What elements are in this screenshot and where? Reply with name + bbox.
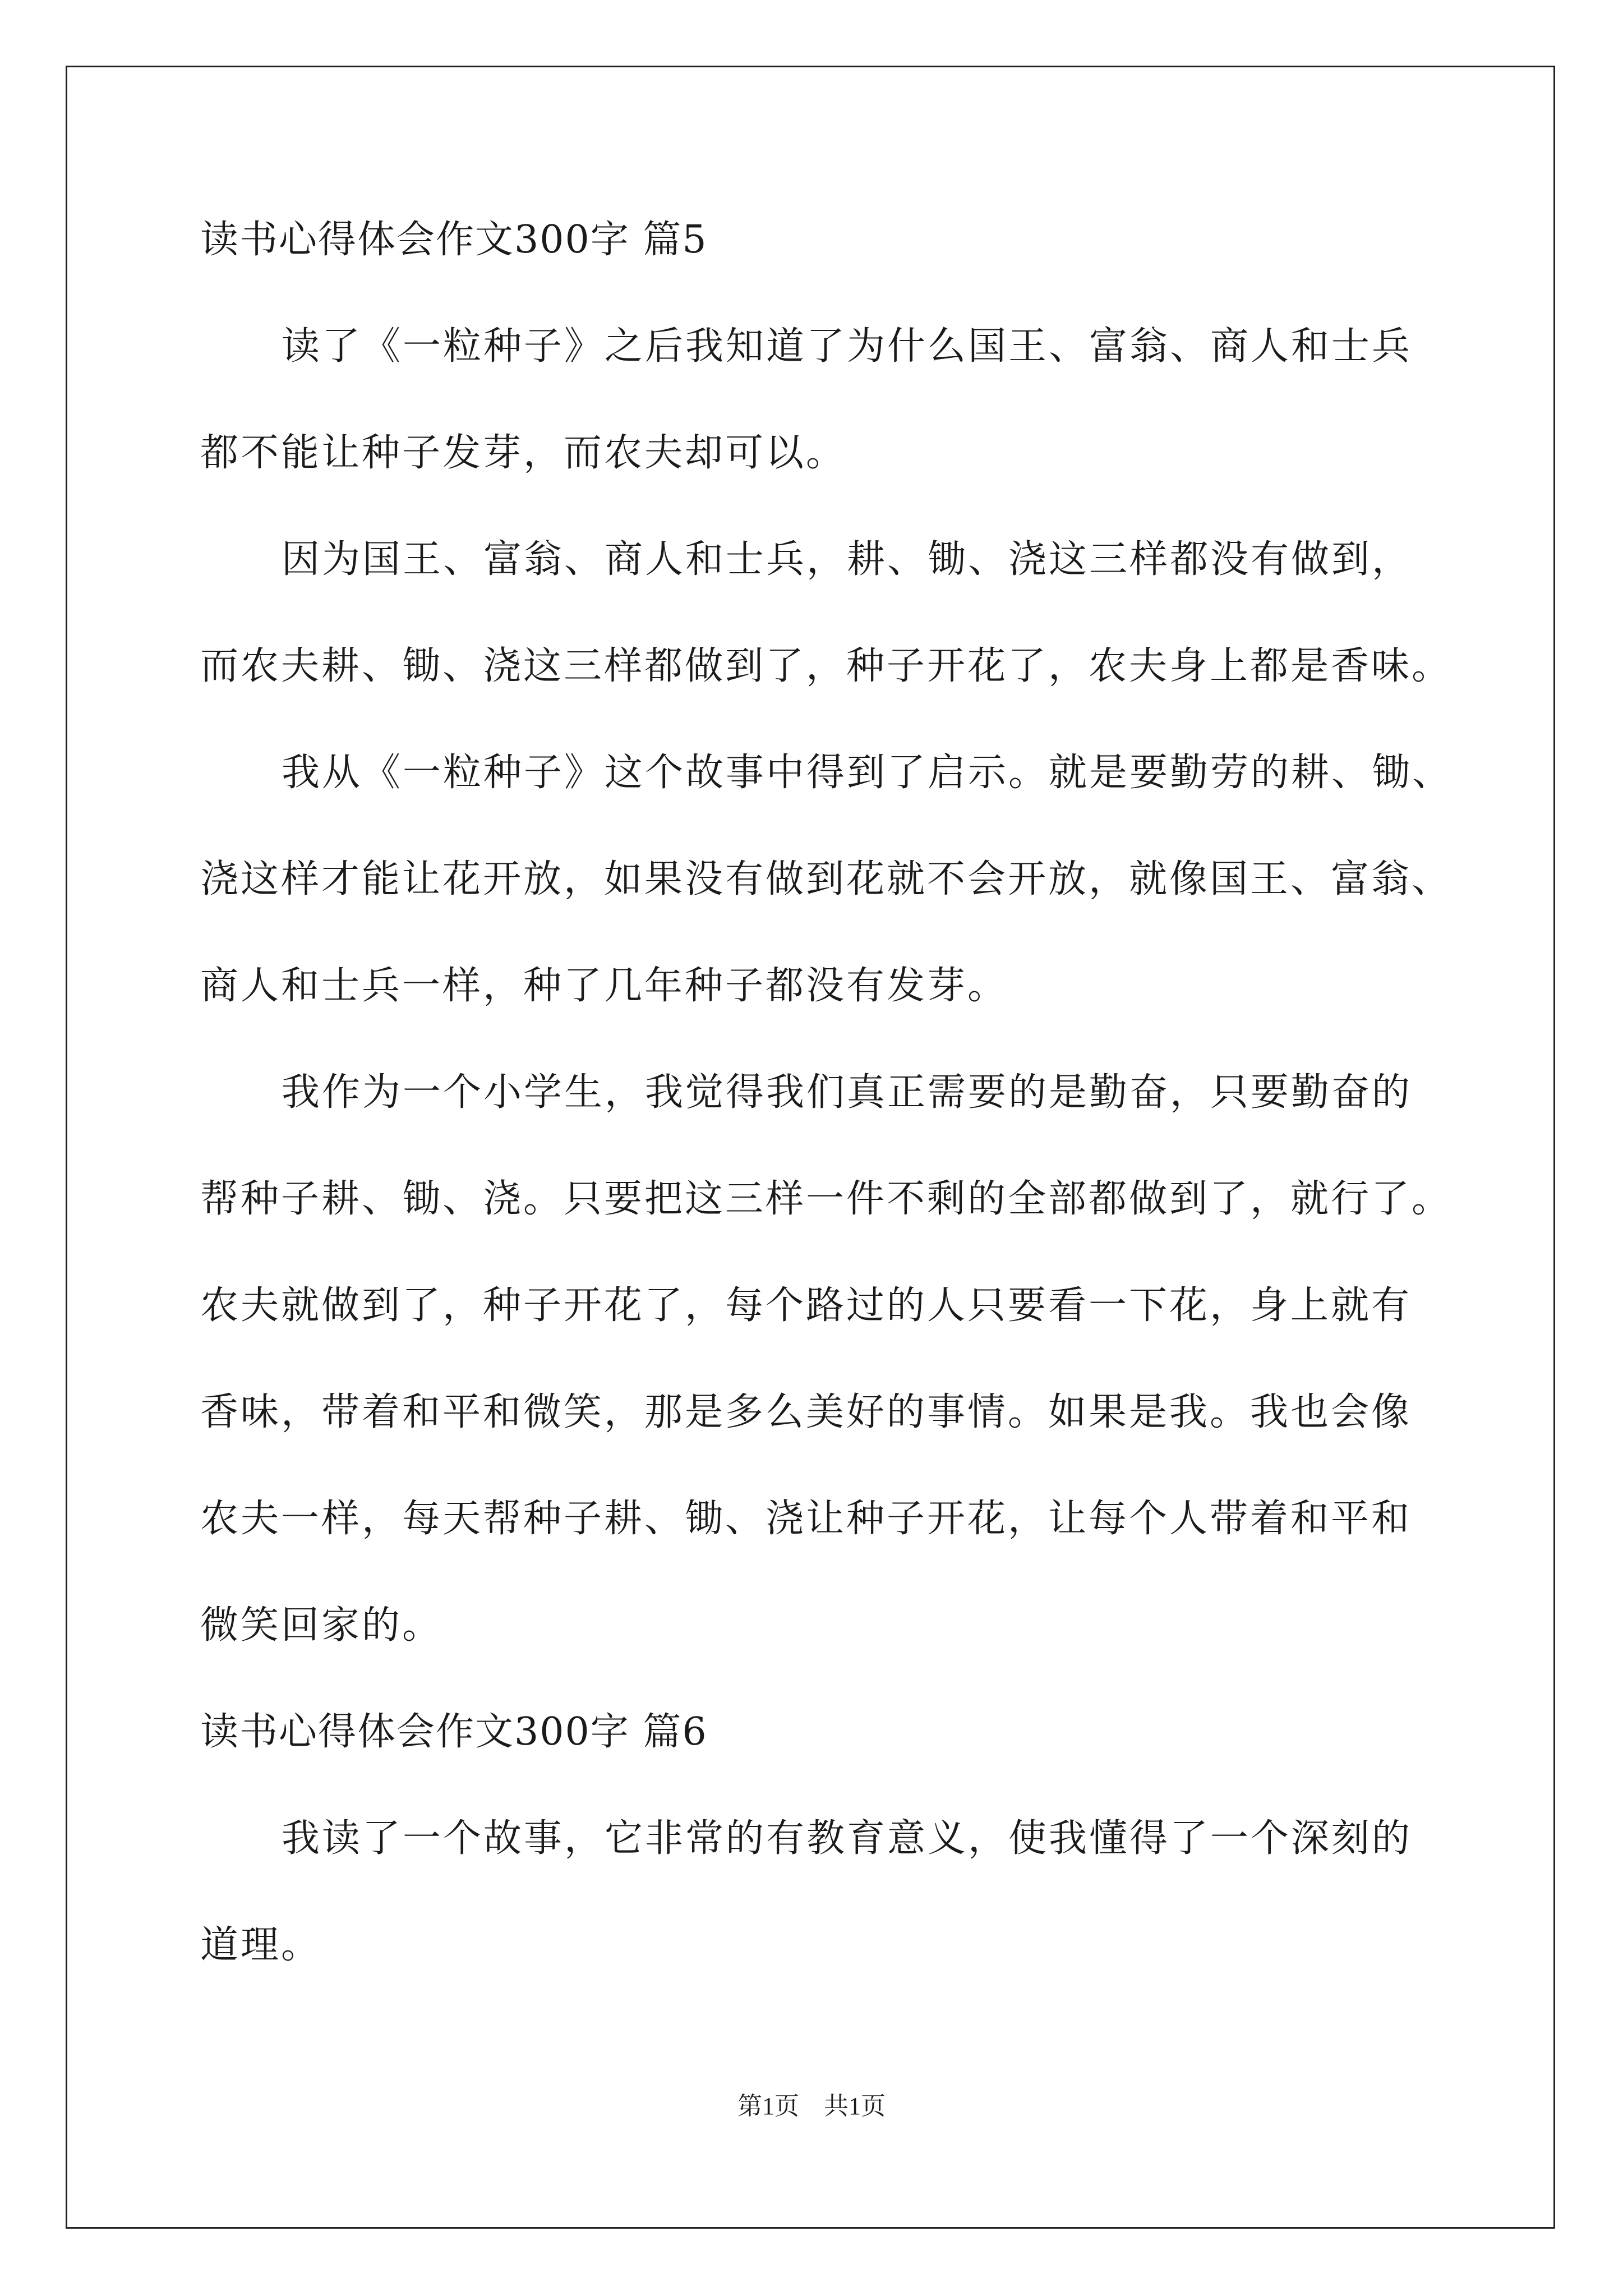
section-5 <box>200 213 1453 1653</box>
paragraph-line: 都不能让种子发芽，而农夫却可以。 <box>200 431 847 475</box>
paragraph <box>200 746 1453 1013</box>
paragraph-line: 商人和士兵一样，种了几年种子都没有发芽。 <box>200 964 1008 1008</box>
paragraph-line: 微笑回家的。 <box>200 1603 443 1648</box>
paragraph-line: 农夫一样，每天帮种子耕、锄、浇让种子开花，让每个人带着和平和 <box>200 1497 1412 1541</box>
section-6 <box>200 1705 1434 1972</box>
paragraph-line: 帮种子耕、锄、浇。只要把这三样一件不剩的全部都做到了，就行了。 <box>200 1177 1453 1221</box>
paragraph-line: 读了《一粒种子》之后我知道了为什么国王、富翁、商人和士兵 <box>282 324 1413 369</box>
paragraph-line: 农夫就做到了，种子开花了，每个路过的人只要看一下花，身上就有 <box>200 1283 1412 1328</box>
paragraph-line: 浇这样才能让花开放，如果没有做到花就不会开放，就像国王、富翁、 <box>200 857 1453 901</box>
paragraph <box>200 320 1434 480</box>
document-body <box>200 213 1453 2025</box>
page-number-footer: 第1页 共1页 <box>737 2092 886 2120</box>
paragraph-line: 因为国王、富翁、商人和士兵，耕、锄、浇这三样都没有做到， <box>282 537 1413 582</box>
paragraph-line: 道理。 <box>200 1923 322 1967</box>
paragraph <box>200 1812 1434 1972</box>
section-heading: 读书心得体会作文300字 篇6 <box>200 1710 708 1754</box>
section-heading: 读书心得体会作文300字 篇5 <box>200 218 708 262</box>
paragraph-line: 我作为一个小学生，我觉得我们真正需要的是勤奋，只要勤奋的 <box>282 1070 1413 1115</box>
paragraph <box>200 533 1453 693</box>
paragraph-line: 我读了一个故事，它非常的有教育意义，使我懂得了一个深刻的 <box>282 1816 1413 1861</box>
paragraph-line: 我从《一粒种子》这个故事中得到了启示。就是要勤劳的耕、锄、 <box>282 751 1453 795</box>
paragraph-line: 香味，带着和平和微笑，那是多么美好的事情。如果是我。我也会像 <box>200 1390 1412 1434</box>
paragraph <box>200 1066 1453 1653</box>
paragraph-line: 而农夫耕、锄、浇这三样都做到了，种子开花了，农夫身上都是香味。 <box>200 644 1453 688</box>
